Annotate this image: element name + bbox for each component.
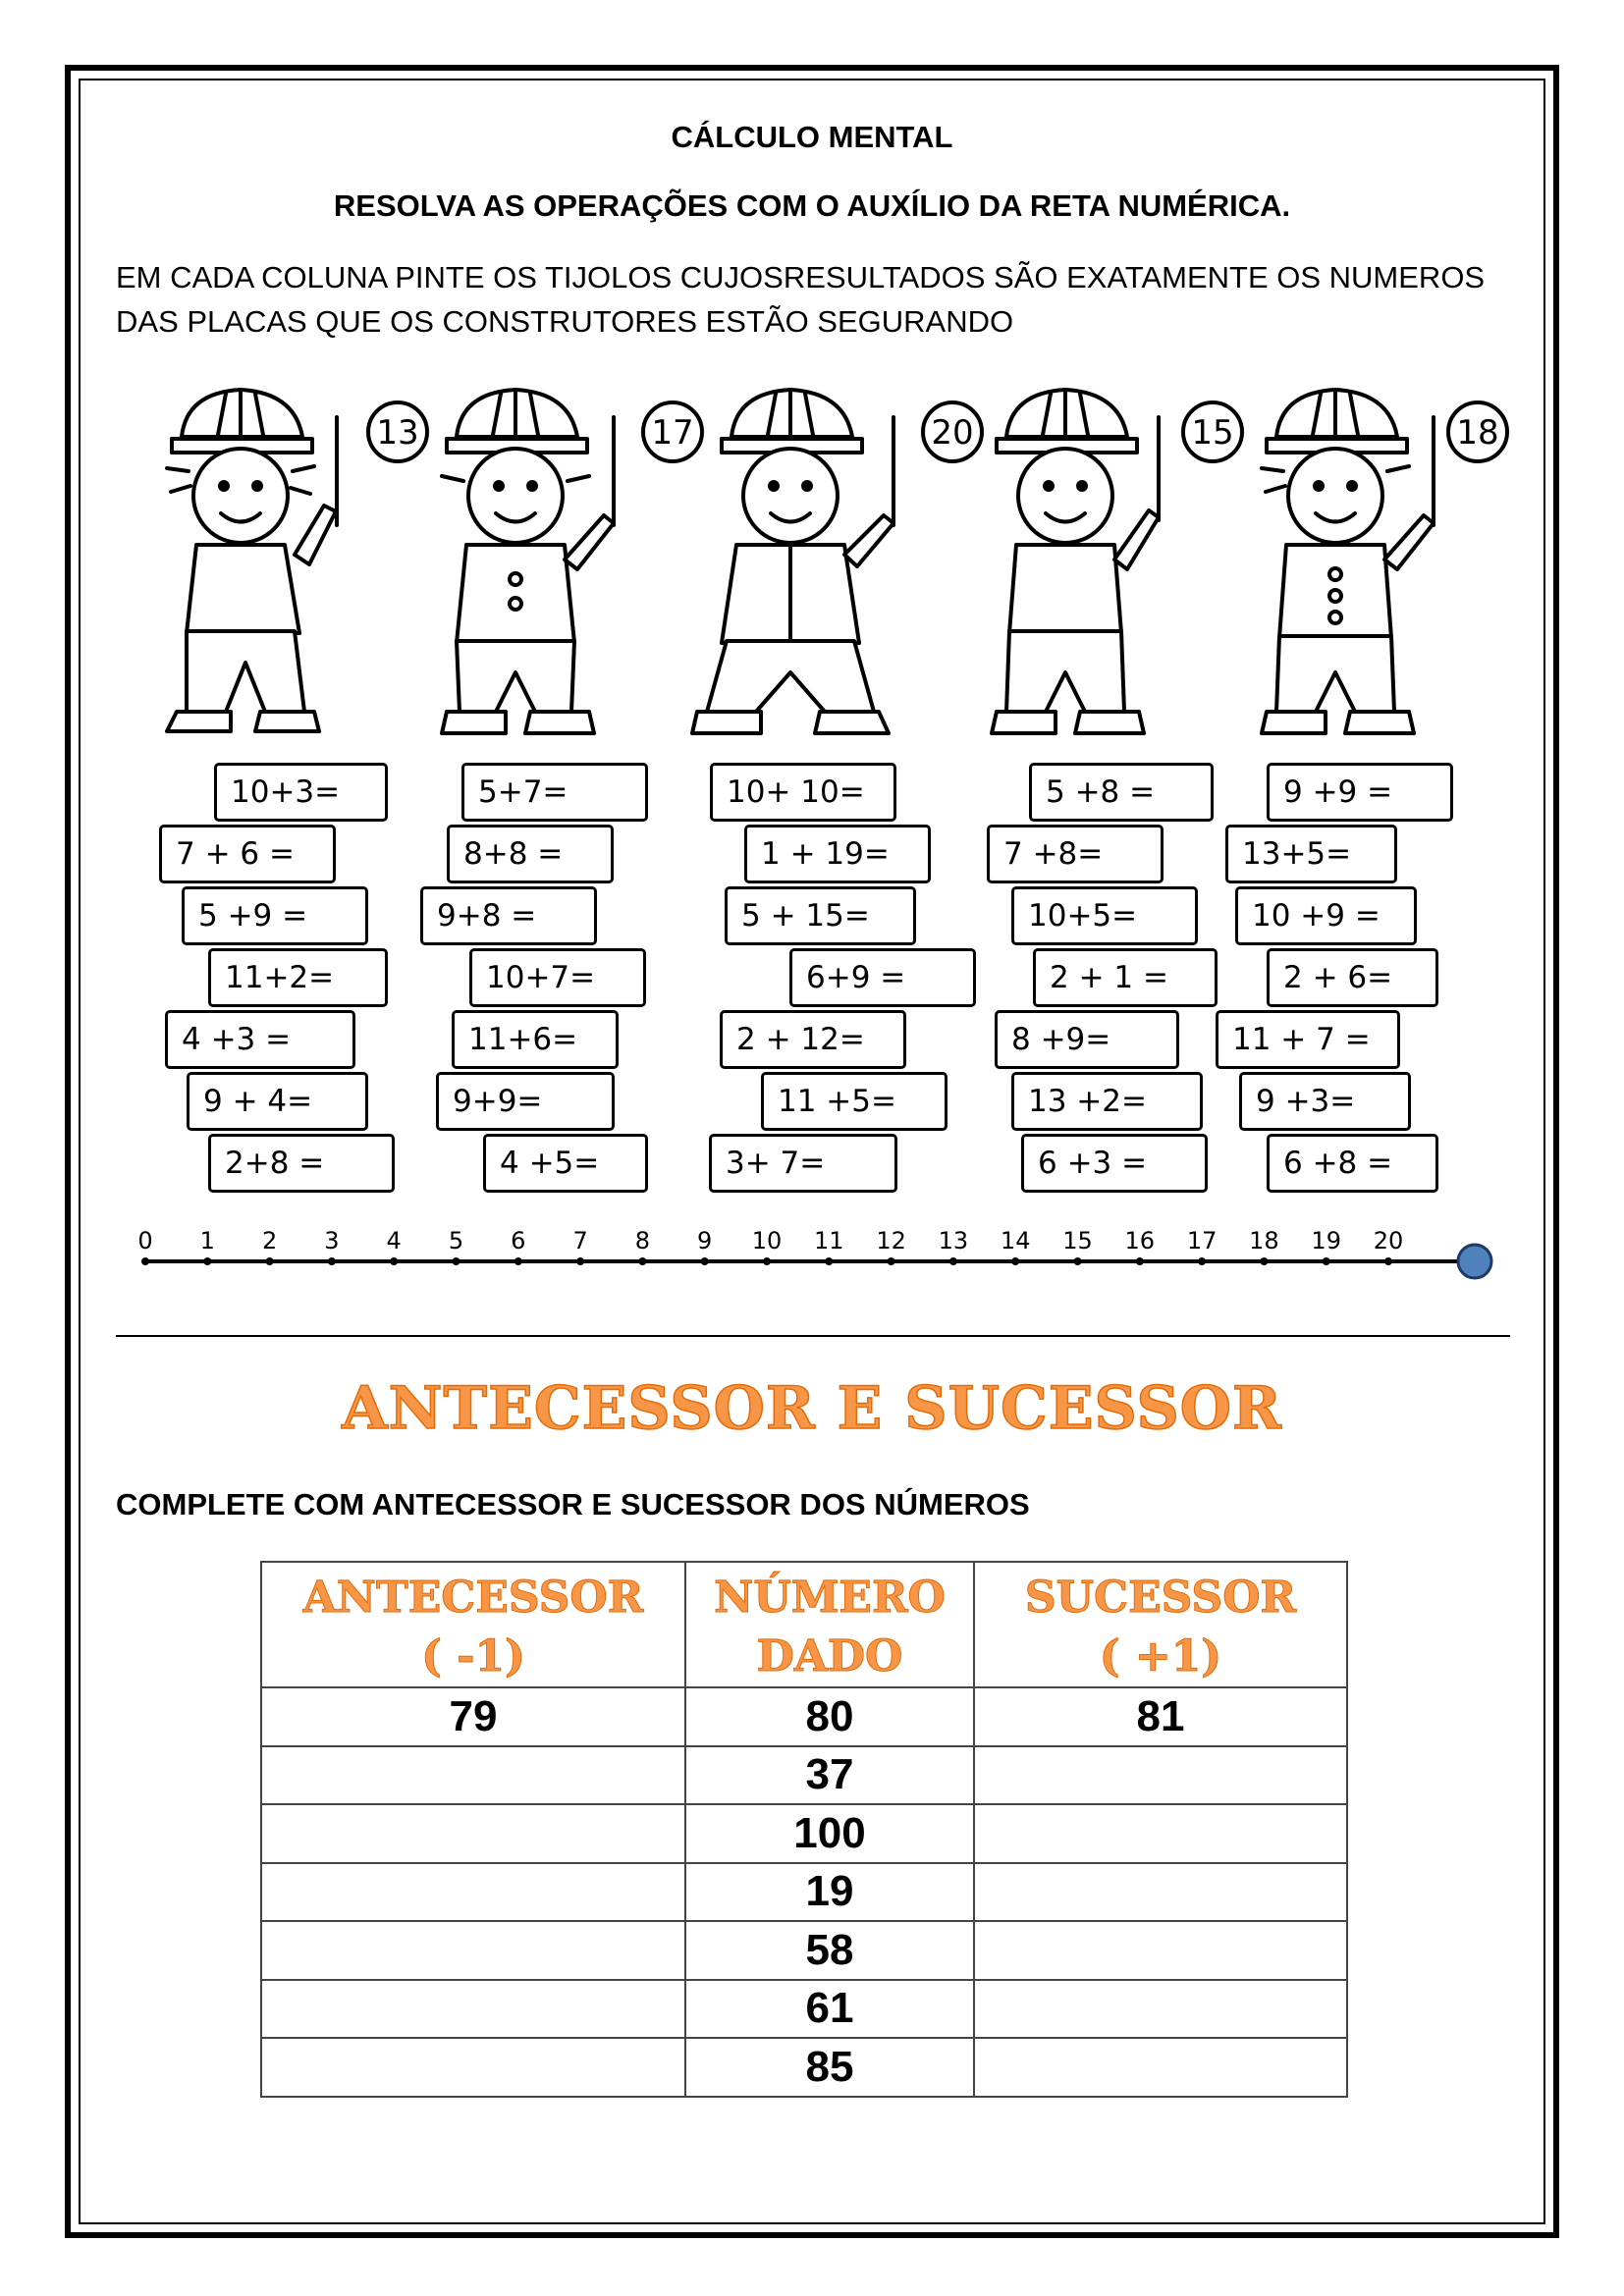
section-divider xyxy=(116,1335,1510,1337)
worker-1-figure xyxy=(167,390,337,731)
brick-w5-5[interactable]: 11 + 7 = xyxy=(1216,1010,1400,1069)
brick-w2-1[interactable]: 5+7= xyxy=(461,763,648,822)
number-line-label: 13 xyxy=(938,1227,969,1255)
brick-w2-7[interactable]: 4 +5= xyxy=(483,1134,648,1193)
cell-sucessor[interactable] xyxy=(974,2038,1347,2097)
brick-w3-7[interactable]: 3+ 7= xyxy=(709,1134,897,1193)
brick-w3-6[interactable]: 11 +5= xyxy=(761,1072,947,1131)
number-line-label: 0 xyxy=(137,1227,153,1255)
number-line-label: 10 xyxy=(751,1227,783,1255)
sign-20-label: 20 xyxy=(931,413,974,453)
cell-sucessor[interactable] xyxy=(974,1804,1347,1863)
table-row xyxy=(261,2038,1347,2097)
number-line-tick xyxy=(1136,1257,1144,1265)
cell-antecessor[interactable] xyxy=(261,1746,685,1805)
cell-sucessor[interactable] xyxy=(974,1980,1347,2039)
brick-w4-7[interactable]: 6 +3 = xyxy=(1021,1134,1208,1193)
brick-w5-7[interactable]: 6 +8 = xyxy=(1267,1134,1438,1193)
brick-w1-1[interactable]: 10+3= xyxy=(214,763,388,822)
brick-w5-1[interactable]: 9 +9 = xyxy=(1267,763,1453,822)
number-line-label: 14 xyxy=(1000,1227,1031,1255)
brick-w4-6[interactable]: 13 +2= xyxy=(1011,1072,1203,1131)
cell-antecessor[interactable] xyxy=(261,1921,685,1980)
number-line-tick xyxy=(1260,1257,1268,1265)
brick-w1-7[interactable]: 2+8 = xyxy=(208,1134,395,1193)
cell-numero: 58 xyxy=(685,1921,974,1980)
header-antecessor: ANTECESSOR ( -1) xyxy=(261,1562,685,1687)
brick-w2-3[interactable]: 9+8 = xyxy=(420,886,597,945)
brick-w2-2[interactable]: 8+8 = xyxy=(447,825,614,883)
number-line-tick xyxy=(701,1257,709,1265)
cell-numero: 37 xyxy=(685,1746,974,1805)
number-line-tick xyxy=(453,1257,460,1265)
number-line-label: 9 xyxy=(697,1227,713,1255)
brick-w3-4[interactable]: 6+9 = xyxy=(789,948,976,1007)
brick-w5-6[interactable]: 9 +3= xyxy=(1239,1072,1411,1131)
brick-w5-4[interactable]: 2 + 6= xyxy=(1267,948,1438,1007)
section-title: ANTECESSOR E SUCESSOR xyxy=(342,1374,1282,1443)
number-line xyxy=(128,1217,1502,1286)
number-line-label: 2 xyxy=(261,1227,278,1255)
number-line-label: 4 xyxy=(386,1227,402,1255)
number-line-label: 15 xyxy=(1062,1227,1093,1255)
header-sucessor: SUCESSOR ( +1) xyxy=(974,1562,1347,1687)
number-line-tick xyxy=(576,1257,584,1265)
number-line-tick xyxy=(1074,1257,1082,1265)
table-row xyxy=(261,1921,1347,1980)
brick-w2-5[interactable]: 11+6= xyxy=(452,1010,619,1069)
brick-w1-2[interactable]: 7 + 6 = xyxy=(159,825,336,883)
brick-w4-1[interactable]: 5 +8 = xyxy=(1029,763,1214,822)
cell-numero: 80 xyxy=(685,1687,974,1746)
number-line-label: 5 xyxy=(448,1227,464,1255)
number-line-label: 7 xyxy=(572,1227,588,1255)
number-line-tick xyxy=(390,1257,398,1265)
instruction-text: EM CADA COLUNA PINTE OS TIJOLOS CUJOSRESULTADOS SÃO EXATAMENTE OS NUMEROS DAS PLACAS QUE OS CONSTRUTORES ESTÃO SEGURANDO xyxy=(116,260,1486,339)
cell-sucessor[interactable] xyxy=(974,1921,1347,1980)
instruction-heading: RESOLVA AS OPERAÇÕES COM O AUXÍLIO DA RETA NUMÉRICA. xyxy=(333,188,1291,223)
brick-w4-5[interactable]: 8 +9= xyxy=(995,1010,1179,1069)
cell-antecessor[interactable] xyxy=(261,1863,685,1922)
number-line-tick xyxy=(1384,1257,1392,1265)
brick-w1-3[interactable]: 5 +9 = xyxy=(182,886,368,945)
brick-w5-3[interactable]: 10 +9 = xyxy=(1235,886,1417,945)
cell-numero: 85 xyxy=(685,2038,974,2097)
cell-antecessor[interactable]: 79 xyxy=(261,1687,685,1746)
construction-workers-illustration xyxy=(128,378,1522,751)
number-line-tick xyxy=(1011,1257,1019,1265)
worker-4-figure xyxy=(992,390,1159,733)
number-line-label: 18 xyxy=(1249,1227,1279,1255)
number-line-tick xyxy=(266,1257,274,1265)
brick-w4-4[interactable]: 2 + 1 = xyxy=(1033,948,1218,1007)
cell-antecessor[interactable] xyxy=(261,1980,685,2039)
number-line-tick xyxy=(1323,1257,1330,1265)
cell-antecessor[interactable] xyxy=(261,2038,685,2097)
cell-numero: 61 xyxy=(685,1980,974,2039)
table-row xyxy=(261,1687,1347,1746)
brick-w3-1[interactable]: 10+ 10= xyxy=(710,763,896,822)
number-line-label: 8 xyxy=(634,1227,651,1255)
number-line-tick xyxy=(825,1257,833,1265)
page-title: CÁLCULO MENTAL xyxy=(671,120,953,154)
table-row xyxy=(261,1980,1347,2039)
number-line-end-icon xyxy=(1458,1245,1491,1278)
brick-w2-6[interactable]: 9+9= xyxy=(436,1072,615,1131)
number-line-tick xyxy=(1198,1257,1206,1265)
number-line-label: 16 xyxy=(1124,1227,1156,1255)
brick-w1-6[interactable]: 9 + 4= xyxy=(187,1072,368,1131)
sign-18-label: 18 xyxy=(1456,413,1499,453)
brick-w1-5[interactable]: 4 +3 = xyxy=(165,1010,355,1069)
brick-w3-3[interactable]: 5 + 15= xyxy=(725,886,916,945)
number-line-tick xyxy=(763,1257,771,1265)
brick-w2-4[interactable]: 10+7= xyxy=(469,948,646,1007)
worker-5-figure xyxy=(1262,390,1434,733)
antecessor-sucessor-table xyxy=(260,1561,1348,2098)
number-line-label: 19 xyxy=(1311,1227,1341,1255)
table-row xyxy=(261,1804,1347,1863)
section-instruction: COMPLETE COM ANTECESSOR E SUCESSOR DOS NÚMEROS xyxy=(116,1487,1030,1522)
brick-w3-2[interactable]: 1 + 19= xyxy=(744,825,931,883)
brick-w5-2[interactable]: 13+5= xyxy=(1225,825,1397,883)
worker-2-figure xyxy=(442,390,614,733)
table-row xyxy=(261,1863,1347,1922)
brick-w4-3[interactable]: 10+5= xyxy=(1011,886,1198,945)
sign-17-label: 17 xyxy=(651,413,694,453)
number-line-tick xyxy=(514,1257,522,1265)
number-line-tick xyxy=(949,1257,957,1265)
sign-15-label: 15 xyxy=(1191,413,1234,453)
cell-numero: 100 xyxy=(685,1804,974,1863)
table-row xyxy=(261,1746,1347,1805)
number-line-tick xyxy=(203,1257,211,1265)
number-line-label: 17 xyxy=(1186,1227,1218,1255)
number-line-label: 11 xyxy=(814,1227,844,1255)
number-line-label: 1 xyxy=(199,1227,215,1255)
brick-w3-5[interactable]: 2 + 12= xyxy=(720,1010,906,1069)
cell-numero: 19 xyxy=(685,1863,974,1922)
cell-sucessor[interactable] xyxy=(974,1863,1347,1922)
number-line-tick xyxy=(328,1257,336,1265)
brick-w1-4[interactable]: 11+2= xyxy=(208,948,388,1007)
number-line-label: 3 xyxy=(324,1227,340,1255)
cell-sucessor[interactable]: 81 xyxy=(974,1687,1347,1746)
number-line-tick xyxy=(638,1257,646,1265)
brick-w4-2[interactable]: 7 +8= xyxy=(987,825,1164,883)
header-numero-dado: NÚMERO DADO xyxy=(685,1562,974,1687)
number-line-label: 6 xyxy=(511,1227,526,1255)
sign-13-label: 13 xyxy=(376,413,419,453)
worker-3-figure xyxy=(692,390,893,733)
number-line-label: 12 xyxy=(876,1227,906,1255)
cell-antecessor[interactable] xyxy=(261,1804,685,1863)
number-line-tick xyxy=(141,1257,149,1265)
number-line-tick xyxy=(888,1257,895,1265)
number-line-label: 20 xyxy=(1373,1227,1404,1255)
cell-sucessor[interactable] xyxy=(974,1746,1347,1805)
